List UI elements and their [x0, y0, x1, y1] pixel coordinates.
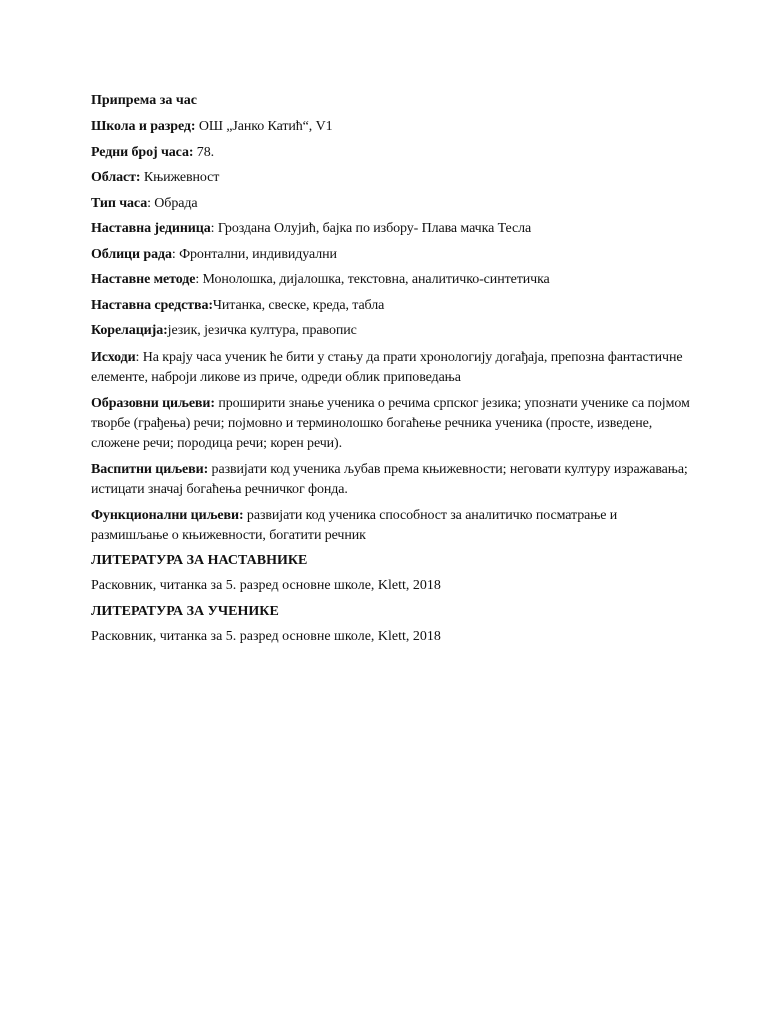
field-label: Корелација: [91, 323, 168, 338]
field-label: Наставне методе [91, 272, 196, 287]
field-value: 78. [193, 144, 215, 160]
literature-students-text: Расковник, читанка за 5. разред основне школе, Klett, 2018 [91, 628, 441, 644]
field-label: Облици рада [91, 246, 172, 262]
field-label: Васпитни циљеви: [91, 461, 209, 477]
field-teaching-aids [91, 297, 691, 315]
field-label: Редни број часа: [91, 144, 194, 160]
field-value: развијати код ученика способност за аналитичко посматрање и размишљање о књижевности, богатити речник [91, 507, 618, 543]
field-label: Образовни циљеви: [91, 395, 215, 411]
field-lesson-type [91, 195, 691, 213]
field-label: Тип часа [91, 195, 148, 211]
literature-students-heading: ЛИТЕРАТУРА ЗА УЧЕНИКЕ [91, 603, 279, 619]
field-work-forms [91, 246, 691, 264]
field-label: Школа и разред: [91, 119, 196, 134]
field-functional-goals [91, 506, 691, 546]
field-value: : На крају часа ученик ће бити у стању да прати хронологију догађаја, препозна фантастичне елементе, наброји ликове из приче, одреди облик приповедања [91, 349, 683, 385]
field-teaching-unit [91, 220, 691, 238]
field-value: : Гроздана Олујић, бајка по избору- Плава мачка Тесла [210, 221, 532, 236]
field-outcomes [91, 348, 691, 388]
field-value: ОШ „Јанко Катић“, V1 [195, 119, 333, 134]
field-teaching-methods [91, 271, 691, 289]
document-page [91, 92, 691, 654]
field-upbringing-goals [91, 460, 691, 500]
field-value: : Обрада [147, 195, 198, 211]
field-value: Читанка, свеске, креда, табла [212, 297, 385, 313]
field-value: језик, језичка култура, правопис [167, 323, 357, 338]
field-value: Књижевност [140, 170, 220, 185]
field-label: Наставна средства: [91, 297, 213, 313]
field-label: Област: [91, 170, 141, 185]
field-label: Наставна јединица [91, 221, 211, 236]
field-correlation [91, 322, 691, 340]
field-label: Исходи [91, 349, 136, 365]
field-value: проширити знање ученика о речима српског језика; упознати ученике са појмом творбе (грађења) речи; појмовно и терминолошко богаћење речника ученика (просте, изведене, сложене речи; породица речи; корен речи). [91, 395, 690, 451]
field-school-grade [91, 118, 691, 136]
field-label: Функционални циљеви: [91, 507, 244, 523]
field-value: : Монолошка, дијалошка, текстовна, аналитичко-синтетичка [195, 272, 550, 287]
field-value: развијати код ученика љубав према књижевности; неговати културу изражавања; истицати значај богаћења речничког фонда. [91, 461, 688, 497]
field-educational-goals [91, 394, 691, 454]
document-title: Припрема за час [91, 93, 197, 108]
literature-teachers-heading: ЛИТЕРАТУРА ЗА НАСТАВНИКЕ [91, 552, 308, 568]
field-area [91, 169, 691, 187]
literature-teachers-text: Расковник, читанка за 5. разред основне школе, Klett, 2018 [91, 577, 441, 593]
field-lesson-number [91, 144, 691, 162]
field-value: : Фронтални, индивидуални [171, 246, 337, 262]
